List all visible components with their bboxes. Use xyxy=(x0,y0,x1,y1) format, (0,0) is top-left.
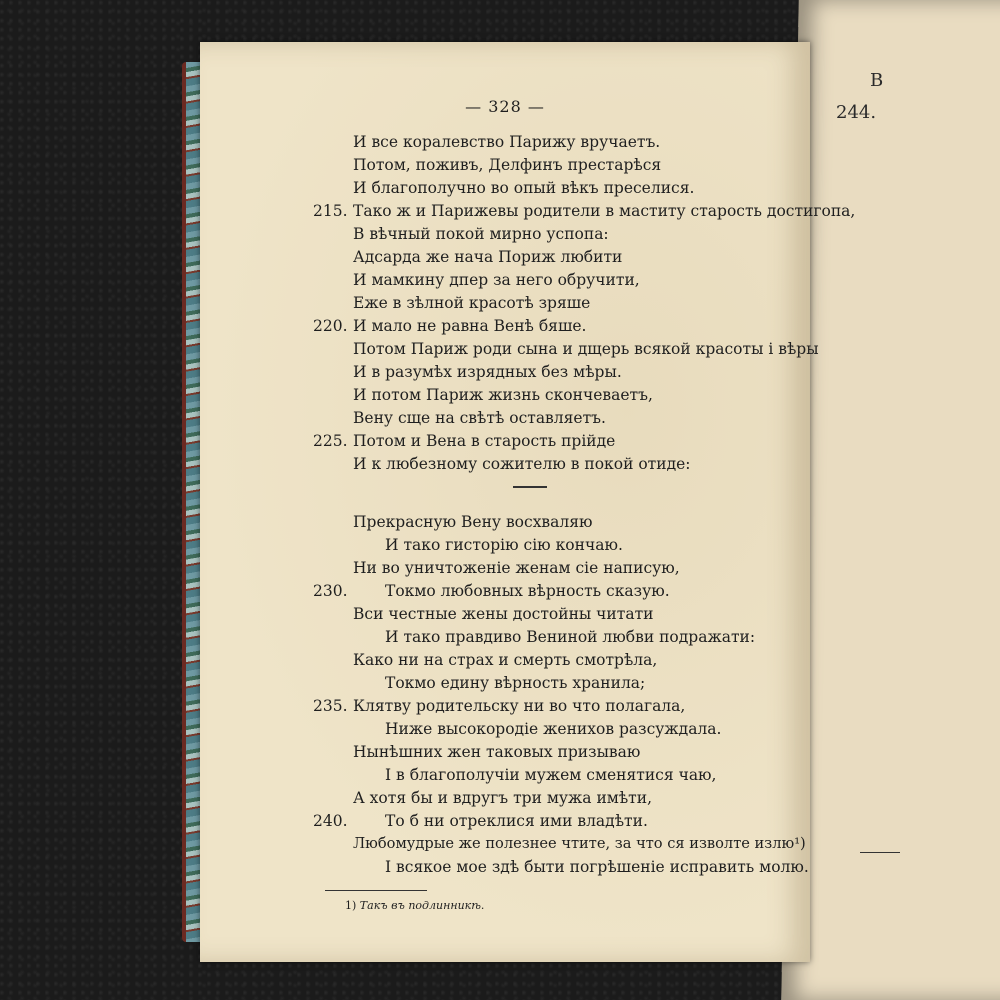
verse-number: 230. xyxy=(313,582,348,600)
verse-line: И благополучно во опый вѣкъ преселися. xyxy=(353,179,695,197)
verse-line: Потом, поживъ, Делфинъ престарѣся xyxy=(353,156,662,174)
verse-line: И все коралевство Парижу вручаетъ. xyxy=(353,133,661,151)
facing-page-line-number: 244. xyxy=(836,102,877,123)
verse-line: И к любезному сожителю в покой отиде: xyxy=(353,455,691,473)
verse-line: Вену сще на свѣтѣ оставляетъ. xyxy=(353,409,606,427)
facing-page xyxy=(781,0,1000,1000)
verse-line: А хотя бы и вдругъ три мужа имѣти, xyxy=(353,789,653,807)
verse-line: Ниже высокородіе женихов разсуждала. xyxy=(385,720,722,738)
verse-line: Потом Париж роди сына и дщерь всякой красоты і вѣры xyxy=(353,340,819,358)
verse-line: То б ни отреклися ими владѣти. xyxy=(385,812,648,830)
verse-line: І всякое мое здѣ быти погрѣшеніе исправить молю. xyxy=(385,858,809,876)
verse-line: И мамкину дпер за него обручити, xyxy=(353,271,640,289)
verse-line: Потом и Вена в старость прійде xyxy=(353,432,616,450)
footnote-mark: 1) xyxy=(345,899,357,912)
footnote-text: Такъ въ подлинникѣ. xyxy=(359,899,485,912)
verse-line: Прекрасную Вену восхваляю xyxy=(353,513,593,531)
verse-number: 225. xyxy=(313,432,348,450)
verse-number: 215. xyxy=(313,202,348,220)
verse-line: Тако ж и Парижевы родители в маститу старость достигопа, xyxy=(353,202,856,220)
verse-number: 220. xyxy=(313,317,348,335)
verse-line: Вси честные жены достойны читати xyxy=(353,605,654,623)
facing-page-letter: В xyxy=(870,70,884,91)
verse-line: Еже в зѣлной красотѣ зряше xyxy=(353,294,591,312)
verse-line: Любомудрые же полезнее чтите, за что ся изволте излю¹) xyxy=(353,835,806,852)
verse-line: Клятву родительску ни во что полагала, xyxy=(353,697,686,715)
verse-number: 240. xyxy=(313,812,348,830)
page-number: — 328 — xyxy=(465,97,545,116)
facing-page-rule xyxy=(860,852,900,853)
footnote xyxy=(345,899,484,912)
verse-line: В вѣчный покой мирно успопа: xyxy=(353,225,609,243)
footnote-rule xyxy=(325,890,427,891)
verse-line: И мало не равна Венѣ бяше. xyxy=(353,317,587,335)
verse-number: 235. xyxy=(313,697,348,715)
verse-line: И тако гисторію сію кончаю. xyxy=(385,536,623,554)
verse-line: Како ни на страх и смерть смотрѣла, xyxy=(353,651,658,669)
verse-line: Токмо едину вѣрность хранила; xyxy=(385,674,646,692)
book-page xyxy=(200,42,856,962)
verse-line: И потом Париж жизнь скончеваетъ, xyxy=(353,386,653,404)
verse-line: Адсарда же нача Пориж любити xyxy=(353,248,623,266)
verse-line: И в разумѣх изрядных без мѣры. xyxy=(353,363,622,381)
verse-line: Ни во уничтоженіе женам сіе написую, xyxy=(353,559,680,577)
section-divider xyxy=(513,486,547,488)
verse-line: І в благополучіи мужем сменятися чаю, xyxy=(385,766,717,784)
verse-line: Нынѣшних жен таковых призываю xyxy=(353,743,641,761)
verse-line: И тако правдиво Вениной любви подражати: xyxy=(385,628,756,646)
verse-line: Токмо любовных вѣрность сказую. xyxy=(385,582,670,600)
